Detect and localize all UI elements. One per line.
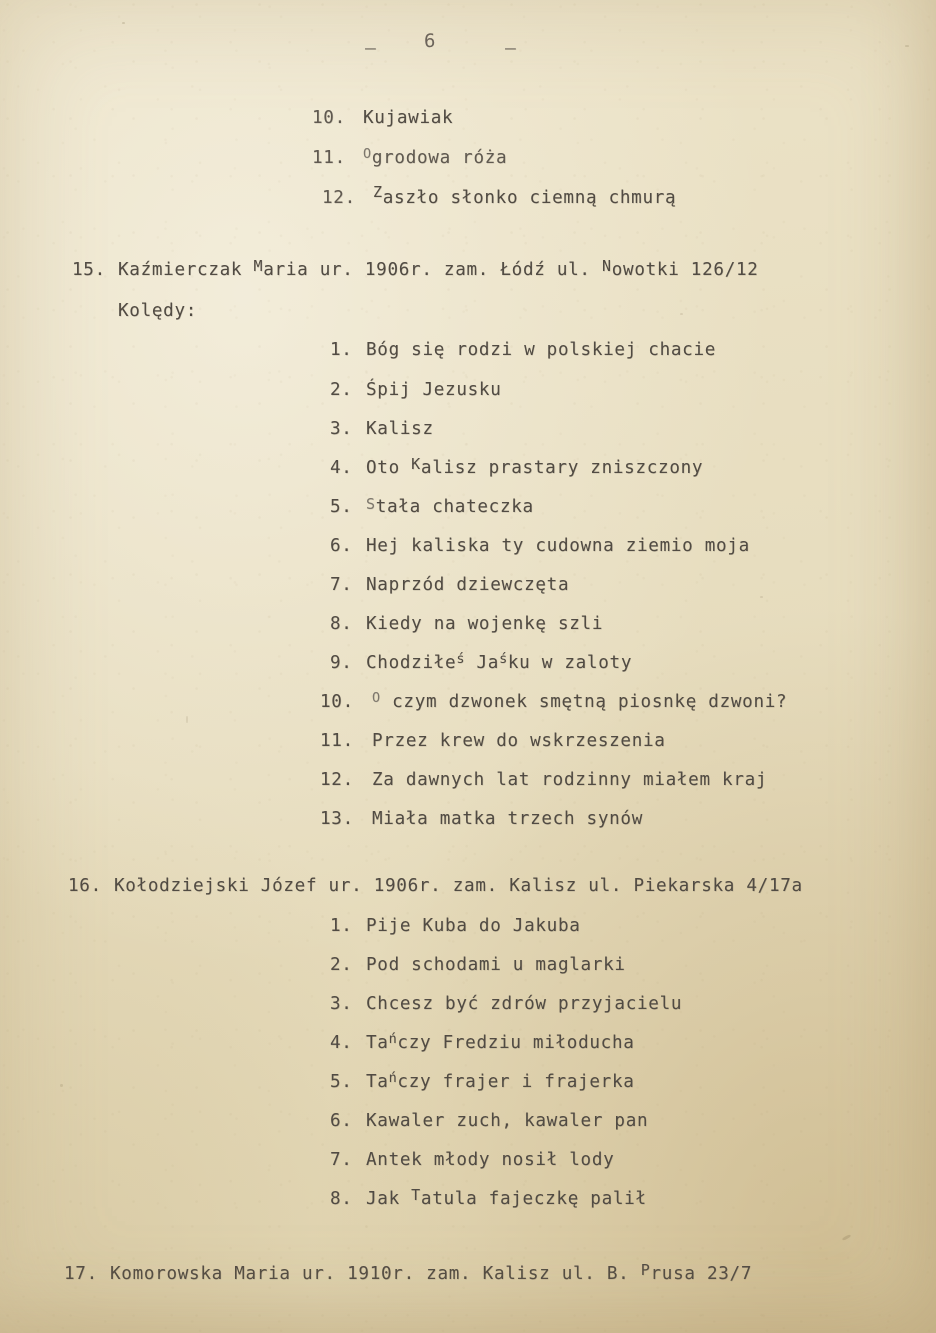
song-number: 2. [330,955,353,975]
list-item-number: 12. [322,188,356,208]
list-item-number: 10. [312,108,346,128]
song-number: 4. [330,1033,353,1053]
song-number: 7. [330,575,353,595]
ink-fleck [186,716,188,723]
entry-heading: Komorowska Maria ur. 1910r. zam. Kalisz ul. B. Prusa 23/7 [110,1261,753,1284]
song-title: Śpij Jezusku [366,380,502,400]
entry-number: 16. [68,876,102,896]
song-title: Jak Tatula fajeczkę palił [366,1186,647,1209]
song-number: 7. [330,1150,353,1170]
song-title: Tańczy Fredziu miłoducha [366,1031,635,1053]
list-item-title: Zaszło słonko ciemną chmurą [373,183,677,208]
ink-fleck [122,22,125,24]
list-item-number: 11. [312,148,346,168]
song-title: Chodziłeś Jaśku w zaloty [366,651,633,673]
ink-fleck [760,596,763,598]
song-title: Pod schodami u maglarki [366,955,626,975]
song-title: Kawaler zuch, kawaler pan [366,1111,649,1131]
entry-subheading: Kolędy: [118,301,198,321]
list-item-title: Ogrodowa róża [363,146,508,168]
song-title: Hej kaliska ty cudowna ziemio moja [366,536,750,556]
song-number: 1. [330,916,353,936]
entry-number: 15. [72,260,106,280]
page-marker-right: — [505,38,518,59]
ink-fleck [842,1234,851,1241]
song-number: 9. [330,653,353,673]
song-title: Za dawnych lat rodzinny miałem kraj [372,770,768,790]
song-title: Kiedy na wojenkę szli [366,614,604,634]
song-number: 5. [330,1072,353,1092]
song-title: Chcesz być zdrów przyjacielu [366,994,683,1014]
song-number: 8. [330,614,353,634]
song-title: Przez krew do wskrzeszenia [372,731,666,751]
song-number: 6. [330,1111,353,1131]
entry-heading: Kaźmierczak Maria ur. 1906r. zam. Łódź ul. Nowotki 126/12 [118,257,759,280]
entry-number: 17. [64,1264,98,1284]
page-marker-left: — [365,38,378,59]
song-number: 3. [330,994,353,1014]
list-item-title: Kujawiak [363,108,454,128]
song-number: 12. [320,770,354,790]
song-number: 8. [330,1189,353,1209]
song-number: 5. [330,497,353,517]
song-number: 6. [330,536,353,556]
song-number: 11. [320,731,354,751]
song-title: Naprzód dziewczęta [366,575,570,595]
song-title: O czym dzwonek smętną piosnkę dzwoni? [372,690,788,712]
entry-heading: Kołodziejski Józef ur. 1906r. zam. Kalisz ul. Piekarska 4/17a [114,876,803,896]
song-title: Pije Kuba do Jakuba [366,916,581,936]
ink-fleck [905,45,909,47]
song-title: Stała chateczka [366,495,534,517]
song-title: Oto Kalisz prastary zniszczony [366,455,704,478]
ink-fleck [680,313,683,315]
song-title: Antek młody nosił lody [366,1150,615,1170]
ink-fleck [60,1084,63,1087]
song-title: Kalisz [366,419,434,439]
page-number: 6 [424,30,438,52]
song-title: Miała matka trzech synów [372,809,644,829]
song-title: Bóg się rodzi w polskiej chacie [366,340,717,360]
song-number: 2. [330,380,353,400]
song-title: Tańczy frajer i frajerka [366,1070,635,1092]
song-number: 13. [320,809,354,829]
song-number: 1. [330,340,353,360]
song-number: 10. [320,692,354,712]
song-number: 3. [330,419,353,439]
song-number: 4. [330,458,353,478]
